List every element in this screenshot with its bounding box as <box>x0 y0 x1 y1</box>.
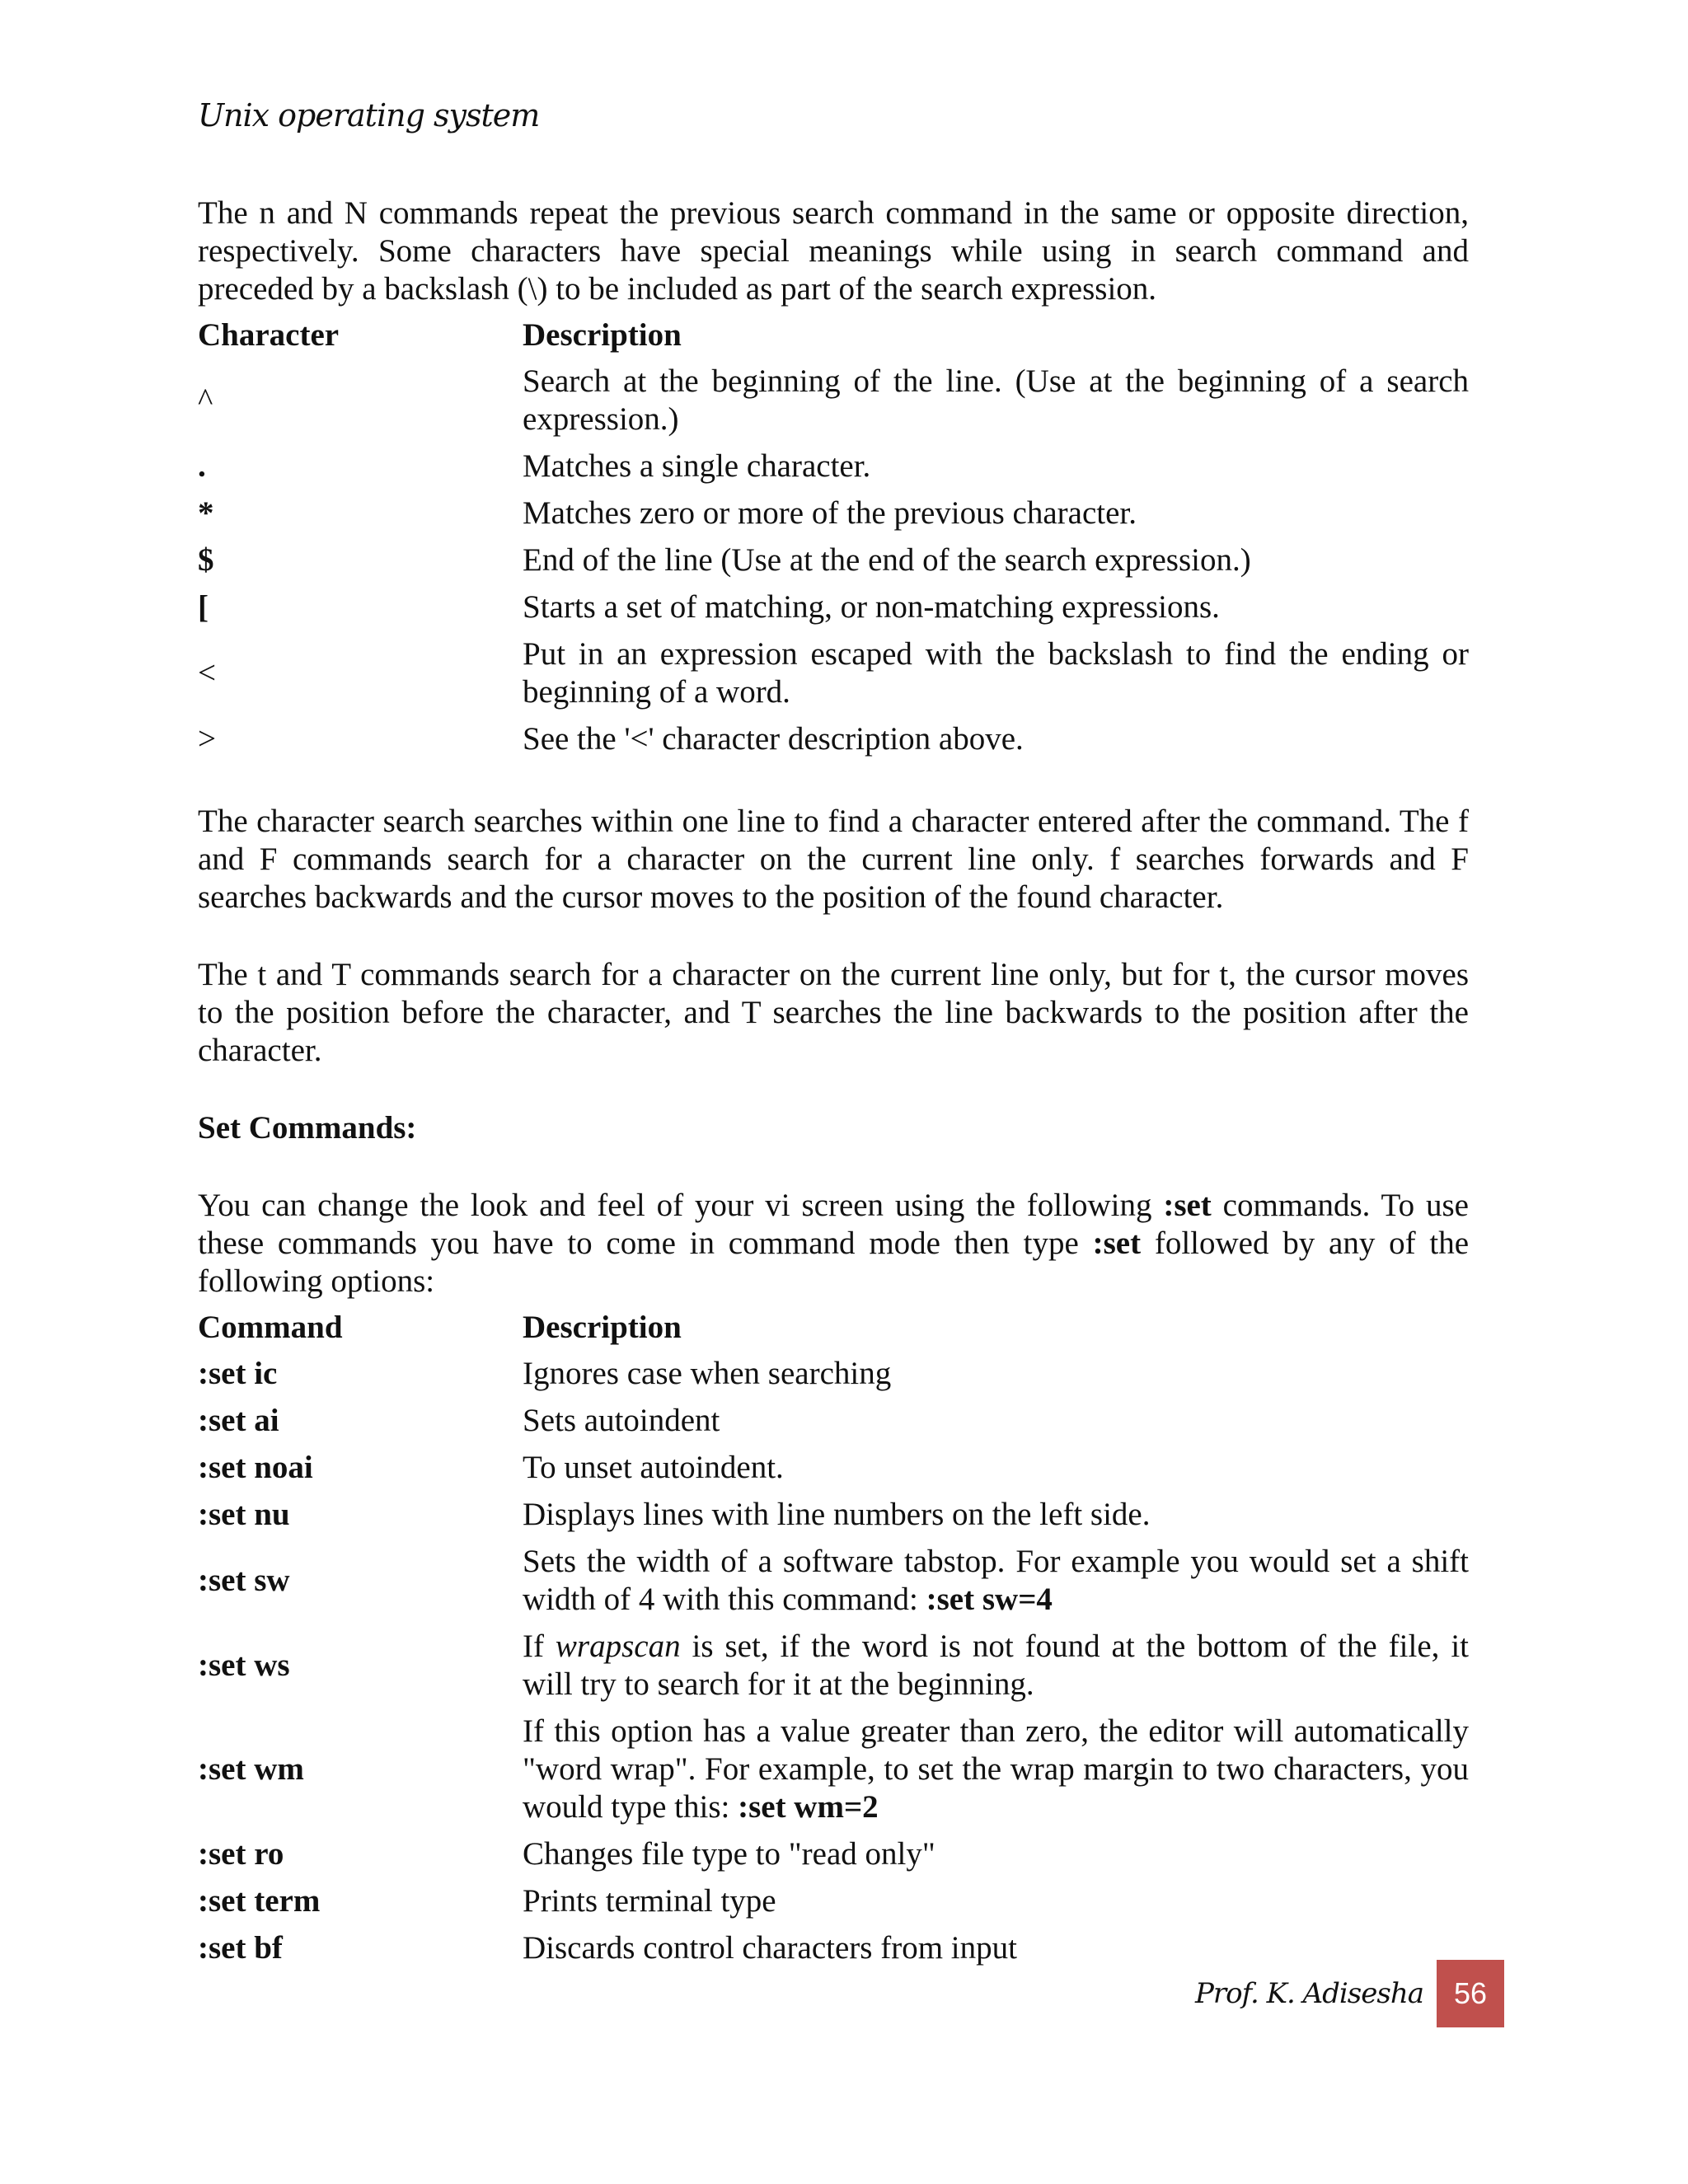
search-characters-table <box>198 313 1469 763</box>
search-char: < <box>198 655 216 691</box>
set-commands-heading: Set Commands: <box>198 1110 417 1146</box>
table-row <box>198 1492 1469 1539</box>
footer-author: Prof. K. Adisesha <box>1195 1977 1423 2010</box>
running-header: Unix operating system <box>198 97 540 134</box>
table-row <box>198 1351 1469 1398</box>
set-intro-text: commands. To use these commands you have to come in command mode then type <box>198 1188 1469 1261</box>
set-intro-text: You can change the look and feel of your vi screen using the following <box>198 1188 1164 1223</box>
description-text: If this option has a value greater than zero, the editor will automatically "word wrap". For example, to set the wrap margin to two characters, you would type this: <box>523 1713 1469 1825</box>
table-row <box>198 1539 1469 1624</box>
search-char: ^ <box>198 382 213 418</box>
set-command-description: Prints terminal type <box>523 1883 776 1919</box>
column-header-description: Description <box>523 1310 682 1345</box>
set-command: :set sw <box>198 1563 290 1598</box>
set-command-description <box>523 1708 1469 1831</box>
set-commands-table <box>198 1305 1469 1972</box>
table-row <box>198 490 1469 537</box>
inline-command: :set wm=2 <box>738 1789 879 1825</box>
description-text: is set, if the word is not found at the bottom of the file, it will try to search for it at the beginning. <box>523 1629 1469 1702</box>
set-command: :set term <box>198 1883 321 1919</box>
set-command-description: To unset autoindent. <box>523 1450 784 1485</box>
table-row <box>198 1624 1469 1708</box>
set-command-description: Ignores case when searching <box>523 1356 892 1391</box>
set-keyword: :set <box>1092 1226 1142 1261</box>
set-intro-paragraph <box>198 1187 1469 1301</box>
table-header-row <box>198 1305 1469 1351</box>
set-intro-text: followed by any of the following options: <box>198 1226 1470 1299</box>
table-header-row <box>198 313 1469 359</box>
description-text: Sets the width of a software tabstop. For example you would set a shift width of 4 with this command: <box>523 1544 1469 1617</box>
page-number-badge: 56 <box>1437 1960 1504 2027</box>
intro-paragraph: The n and N commands repeat the previous search command in the same or opposite direction, respectively. Some characters have special meanings while using in search command and preceded by a backslash (\) to be included as part of the search expression. <box>198 195 1469 307</box>
set-keyword: :set <box>1163 1188 1212 1223</box>
italic-term: wrapscan <box>555 1629 681 1664</box>
set-command-description: Changes file type to "read only" <box>523 1836 935 1872</box>
description-text: If <box>523 1629 556 1664</box>
table-row <box>198 1878 1469 1925</box>
set-command-description <box>523 1624 1469 1708</box>
inline-command: :set sw=4 <box>926 1582 1053 1617</box>
table-row <box>198 537 1469 584</box>
table-row <box>198 1445 1469 1492</box>
page-footer <box>1195 1960 1504 2027</box>
search-char-description: Matches a single character. <box>523 448 871 484</box>
table-row <box>198 443 1469 490</box>
column-header-description: Description <box>523 317 682 353</box>
search-char: . <box>198 448 206 484</box>
search-char: [ <box>198 589 209 625</box>
set-command: :set ws <box>198 1647 290 1683</box>
set-command: :set nu <box>198 1497 290 1532</box>
column-header-command: Command <box>198 1310 343 1345</box>
character-search-paragraph: The character search searches within one line to find a character entered after the command. The f and F commands search for a character on the current line only. f searches forwards and F searches backwards and the cursor moves to the position of the found character. <box>198 804 1469 915</box>
set-command-description <box>523 1539 1469 1624</box>
set-command: :set bf <box>198 1930 283 1966</box>
set-command: :set wm <box>198 1751 304 1787</box>
table-row <box>198 1708 1469 1831</box>
table-row <box>198 584 1469 631</box>
search-char-description: Matches zero or more of the previous character. <box>523 495 1137 531</box>
column-header-character: Character <box>198 317 340 353</box>
set-command-description: Discards control characters from input <box>523 1930 1017 1966</box>
search-char: > <box>198 721 216 757</box>
search-char-description: Put in an expression escaped with the backslash to find the ending or beginning of a word. <box>523 636 1469 710</box>
set-command: :set ro <box>198 1836 284 1872</box>
table-row <box>198 1831 1469 1878</box>
t-command-paragraph: The t and T commands search for a character on the current line only, but for t, the cursor moves to the position before the character, and T searches the line backwards to the position after the character. <box>198 957 1469 1068</box>
search-char-description: Search at the beginning of the line. (Use at the beginning of a search expression.) <box>523 363 1469 437</box>
table-row <box>198 1398 1469 1445</box>
search-char-description: Starts a set of matching, or non-matching expressions. <box>523 589 1220 625</box>
set-command: :set ic <box>198 1356 278 1391</box>
set-command-description: Displays lines with line numbers on the left side. <box>523 1497 1151 1532</box>
set-command: :set noai <box>198 1450 313 1485</box>
search-char-description: End of the line (Use at the end of the search expression.) <box>523 542 1251 578</box>
table-row <box>198 631 1469 716</box>
search-char: $ <box>198 542 214 578</box>
table-row <box>198 359 1469 443</box>
table-row <box>198 716 1469 763</box>
search-char-description: See the '<' character description above. <box>523 721 1024 757</box>
set-command-description: Sets autoindent <box>523 1403 720 1438</box>
set-command: :set ai <box>198 1403 279 1438</box>
page-body <box>198 194 1469 1972</box>
search-char: * <box>198 495 214 531</box>
